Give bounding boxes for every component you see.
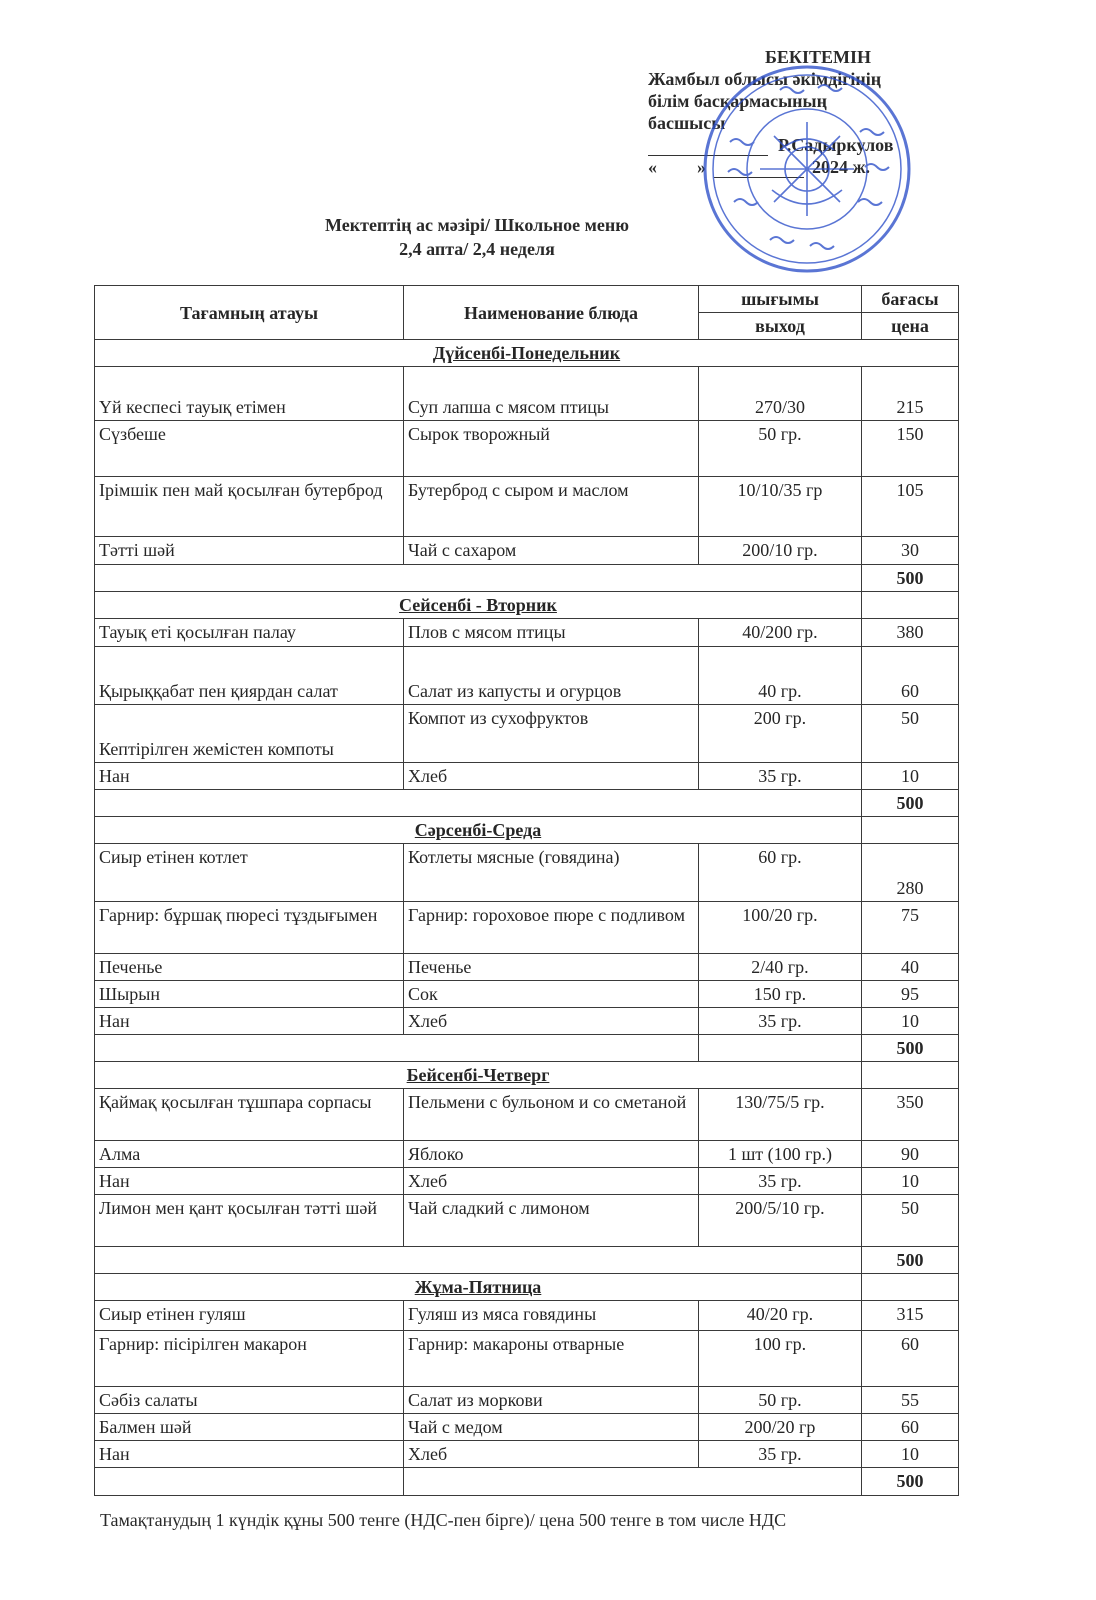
dish-yield: 1 шт (100 гр.) <box>699 1141 862 1168</box>
dish-name-ru: Сок <box>404 981 699 1008</box>
dish-name-kz: Ірімшік пен май қосылған бутерброд <box>95 477 404 537</box>
day-header-monday: Дүйсенбі-Понедельник <box>95 340 959 367</box>
dish-price: 10 <box>862 1168 959 1195</box>
dish-name-kz: Қаймақ қосылған тұшпара сорпасы <box>95 1089 404 1141</box>
dish-price: 315 <box>862 1301 959 1331</box>
table-row <box>95 421 959 477</box>
dish-name-ru: Салат из моркови <box>404 1387 699 1414</box>
dish-name-ru: Плов с мясом птицы <box>404 619 699 647</box>
approval-block <box>648 46 948 178</box>
signature-blank <box>648 137 768 156</box>
dish-yield: 2/40 гр. <box>699 954 862 981</box>
dish-yield: 35 гр. <box>699 1168 862 1195</box>
dish-name-kz: Балмен шәй <box>95 1414 404 1441</box>
dish-name-ru: Суп лапша с мясом птицы <box>404 367 699 421</box>
dish-yield: 35 гр. <box>699 1008 862 1035</box>
dish-name-ru: Пельмени с бульоном и со сметаной <box>404 1089 699 1141</box>
header-price-kz: бағасы <box>862 286 959 313</box>
dish-name-ru: Чай сладкий с лимоном <box>404 1195 699 1247</box>
day-header-thursday: Бейсенбі-Четверг <box>95 1062 862 1089</box>
table-row <box>95 1089 959 1141</box>
day-total: 500 <box>862 790 959 817</box>
dish-price: 50 <box>862 1195 959 1247</box>
dish-yield: 130/75/5 гр. <box>699 1089 862 1141</box>
dish-name-ru: Хлеб <box>404 1008 699 1035</box>
dish-name-ru: Гарнир: гороховое пюре с подливом <box>404 902 699 954</box>
menu-title <box>92 213 862 261</box>
dish-price: 10 <box>862 763 959 790</box>
table-row <box>95 477 959 537</box>
dish-price: 55 <box>862 1387 959 1414</box>
dish-name-kz: Лимон мен қант қосылған тәтті шәй <box>95 1195 404 1247</box>
table-row <box>95 647 959 705</box>
day-total: 500 <box>862 1035 959 1062</box>
dish-price: 30 <box>862 537 959 565</box>
dish-yield: 100/20 гр. <box>699 902 862 954</box>
menu-title-line-2: 2,4 апта/ 2,4 неделя <box>399 239 555 259</box>
dish-price: 350 <box>862 1089 959 1141</box>
dish-price: 60 <box>862 1331 959 1387</box>
dish-name-kz: Гарнир: пісірілген макарон <box>95 1331 404 1387</box>
dish-name-kz: Сиыр етінен котлет <box>95 844 404 902</box>
dish-yield: 200/10 гр. <box>699 537 862 565</box>
date-blank <box>714 159 804 178</box>
dish-name-ru: Печенье <box>404 954 699 981</box>
approval-title: БЕКІТЕМІН <box>765 47 871 67</box>
dish-name-ru: Гарнир: макароны отварные <box>404 1331 699 1387</box>
dish-name-ru: Сырок творожный <box>404 421 699 477</box>
table-row <box>95 763 959 790</box>
signature-line <box>648 134 948 156</box>
header-name-ru: Наименование блюда <box>404 286 699 340</box>
total-row <box>95 790 959 817</box>
total-row <box>95 565 959 592</box>
dish-price: 10 <box>862 1008 959 1035</box>
day-total: 500 <box>862 565 959 592</box>
dish-yield: 10/10/35 гр <box>699 477 862 537</box>
dish-name-kz: Шырын <box>95 981 404 1008</box>
day-header-tuesday: Сейсенбі - Вторник <box>95 592 862 619</box>
dish-name-kz: Печенье <box>95 954 404 981</box>
dish-name-ru: Бутерброд с сыром и маслом <box>404 477 699 537</box>
footer-note: Тамақтанудың 1 күндік құны 500 тенге (НДС-пен бірге)/ цена 500 тенге в том числе НДС <box>100 1510 787 1530</box>
dish-yield: 200/20 гр <box>699 1414 862 1441</box>
table-row <box>95 1195 959 1247</box>
table-row <box>95 1387 959 1414</box>
dish-name-kz: Сүзбеше <box>95 421 404 477</box>
dish-price: 75 <box>862 902 959 954</box>
dish-price: 105 <box>862 477 959 537</box>
dish-name-kz: Сиыр етінен гуляш <box>95 1301 404 1331</box>
dish-yield: 150 гр. <box>699 981 862 1008</box>
header-name-kz: Тағамның атауы <box>95 286 404 340</box>
dish-price: 10 <box>862 1441 959 1468</box>
dish-price: 380 <box>862 619 959 647</box>
total-row <box>95 1035 959 1062</box>
day-header-friday: Жұма-Пятница <box>95 1274 862 1301</box>
table-row <box>95 1008 959 1035</box>
dish-yield: 270/30 <box>699 367 862 421</box>
dish-yield: 40/20 гр. <box>699 1301 862 1331</box>
table-row <box>95 619 959 647</box>
dish-yield: 50 гр. <box>699 1387 862 1414</box>
approval-line-3: басшысы <box>648 113 726 133</box>
table-row <box>95 1301 959 1331</box>
dish-price: 50 <box>862 705 959 763</box>
table-row <box>95 1441 959 1468</box>
dish-price: 60 <box>862 647 959 705</box>
menu-title-line-1: Мектептің ас мәзірі/ Школьное меню <box>324 215 630 235</box>
dish-name-ru: Компот из сухофруктов <box>404 705 699 763</box>
menu-table <box>94 285 959 1496</box>
dish-name-ru: Яблоко <box>404 1141 699 1168</box>
date-quote-close: » <box>697 157 706 177</box>
table-row <box>95 844 959 902</box>
dish-name-kz: Нан <box>95 763 404 790</box>
approval-line-1: Жамбыл облысы әкімдігінің <box>648 69 882 89</box>
dish-name-kz: Нан <box>95 1168 404 1195</box>
dish-name-kz: Нан <box>95 1441 404 1468</box>
dish-name-ru: Чай с сахаром <box>404 537 699 565</box>
header-yield-kz: шығымы <box>699 286 862 313</box>
dish-name-kz: Тәтті шәй <box>95 537 404 565</box>
dish-name-kz: Алма <box>95 1141 404 1168</box>
signer-name: Р.Садыркулов <box>778 135 894 155</box>
date-line <box>648 156 948 178</box>
date-year: 2024 ж. <box>812 157 871 177</box>
dish-name-ru: Салат из капусты и огурцов <box>404 647 699 705</box>
dish-yield: 50 гр. <box>699 421 862 477</box>
dish-name-kz: Қырыққабат пен қиярдан салат <box>95 647 404 705</box>
dish-yield: 60 гр. <box>699 844 862 902</box>
dish-price: 90 <box>862 1141 959 1168</box>
dish-yield: 200/5/10 гр. <box>699 1195 862 1247</box>
dish-price: 60 <box>862 1414 959 1441</box>
dish-name-ru: Хлеб <box>404 1168 699 1195</box>
dish-name-kz: Сәбіз салаты <box>95 1387 404 1414</box>
dish-price: 215 <box>862 367 959 421</box>
dish-yield: 100 гр. <box>699 1331 862 1387</box>
dish-yield: 200 гр. <box>699 705 862 763</box>
dish-name-ru: Хлеб <box>404 763 699 790</box>
header-yield-ru: выход <box>699 313 862 340</box>
dish-name-ru: Гуляш из мяса говядины <box>404 1301 699 1331</box>
header-price-ru: цена <box>862 313 959 340</box>
dish-yield: 35 гр. <box>699 1441 862 1468</box>
total-row <box>95 1247 959 1274</box>
day-header-wednesday: Сәрсенбі-Среда <box>95 817 862 844</box>
dish-name-ru: Хлеб <box>404 1441 699 1468</box>
dish-name-ru: Чай с медом <box>404 1414 699 1441</box>
table-row <box>95 902 959 954</box>
table-row <box>95 1141 959 1168</box>
dish-name-kz: Гарнир: бұршақ пюресі тұздығымен <box>95 902 404 954</box>
dish-price: 95 <box>862 981 959 1008</box>
day-total: 500 <box>862 1247 959 1274</box>
dish-name-kz: Тауық еті қосылған палау <box>95 619 404 647</box>
dish-name-ru: Котлеты мясные (говядина) <box>404 844 699 902</box>
table-row <box>95 1331 959 1387</box>
table-row <box>95 537 959 565</box>
dish-name-kz: Үй кеспесі тауық етімен <box>95 367 404 421</box>
dish-name-kz: Нан <box>95 1008 404 1035</box>
dish-yield: 40 гр. <box>699 647 862 705</box>
day-total: 500 <box>862 1468 959 1496</box>
table-row <box>95 1414 959 1441</box>
table-row <box>95 954 959 981</box>
dish-price: 280 <box>862 844 959 902</box>
dish-yield: 35 гр. <box>699 763 862 790</box>
table-row <box>95 705 959 763</box>
dish-price: 150 <box>862 421 959 477</box>
dish-name-kz: Кептірілген жемістен компоты <box>95 705 404 763</box>
total-row <box>95 1468 959 1496</box>
date-quote-open: « <box>648 157 657 177</box>
table-row <box>95 981 959 1008</box>
dish-price: 40 <box>862 954 959 981</box>
table-row <box>95 367 959 421</box>
approval-line-2: білім басқармасының <box>648 91 827 111</box>
table-row <box>95 1168 959 1195</box>
dish-yield: 40/200 гр. <box>699 619 862 647</box>
